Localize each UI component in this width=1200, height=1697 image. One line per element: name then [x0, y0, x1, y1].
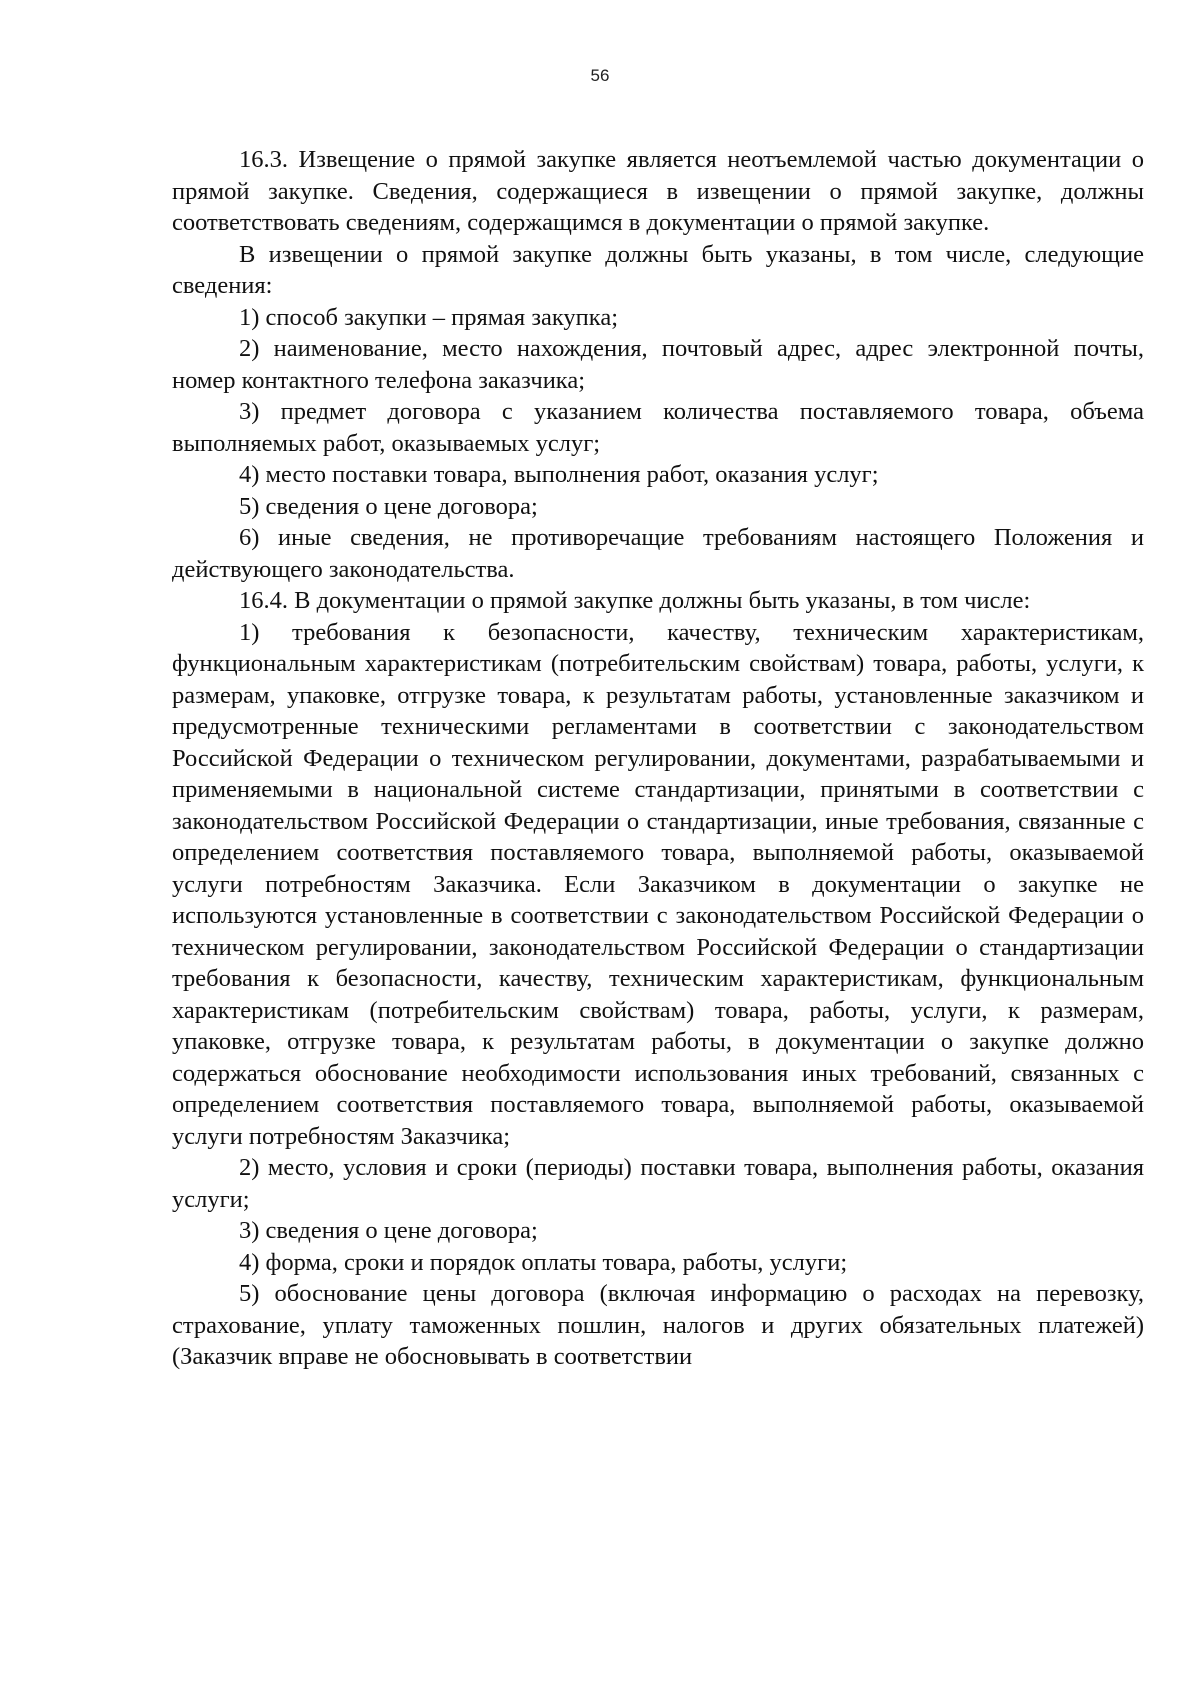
list-item-notice-2: 2) наименование, место нахождения, почтовый адрес, адрес электронной почты, номер контактного телефона заказчика; [172, 335, 1144, 394]
list-item-notice-6: 6) иные сведения, не противоречащие требованиям настоящего Положения и действующего законодательства. [172, 524, 1144, 583]
document-body [172, 144, 1144, 1373]
paragraph-notice-contents: В извещении о прямой закупке должны быть указаны, в том числе, следующие сведения: [172, 240, 1144, 299]
list-item-notice-5: 5) сведения о цене договора; [239, 492, 538, 520]
list-item-doc-3: 3) сведения о цене договора; [239, 1217, 538, 1244]
list-item-notice-4: 4) место поставки товара, выполнения работ, оказания услуг; [239, 461, 879, 488]
list-item-doc-2: 2) место, условия и сроки (периоды) поставки товара, выполнения работы, оказания услуги; [172, 1154, 1144, 1213]
list-item-doc-4: 4) форма, сроки и порядок оплаты товара, работы, услуги; [239, 1248, 848, 1276]
paragraph-16-3: 16.3. Извещение о прямой закупке является неотъемлемой частью документации о прямой закупке. Сведения, содержащиеся в извещении о прямой закупке, должны соответствовать сведениям, содержащимся в документации о прямой закупке. [172, 146, 1144, 236]
list-item-notice-3: 3) предмет договора с указанием количества поставляемого товара, объема выполняемых работ, оказываемых услуг; [172, 398, 1144, 457]
list-item-notice-1: 1) способ закупки – прямая закупка; [239, 303, 618, 331]
list-item-doc-5: 5) обоснование цены договора (включая информацию о расходах на перевозку, страхование, уплату таможенных пошлин, налогов и других обязательных платежей) (Заказчик вправе не обосновывать в соответствии [172, 1280, 1144, 1370]
list-item-doc-1: 1) требования к безопасности, качеству, техническим характеристикам, функциональным характеристикам (потребительским свойствам) товара, работы, услуги, к размерам, упаковке, отгрузке товара, к результатам работы, установленные заказчиком и предусмотренные техническими регламентами в соответствии с законодательством Российской Федерации о техническом регулировании, документами, разрабатываемыми и применяемыми в национальной системе стандартизации, принятыми в соответствии с законодательством Российской Федерации о стандартизации, иные требования, связанные с определением соответствия поставляемого товара, выполняемой работы, оказываемой услуги потребностям Заказчика. Если Заказчиком в документации о закупке не используются установленные в соответствии с законодательством Российской Федерации о техническом регулировании, законодательством Российской Федерации о стандартизации требования к безопасности, качеству, техническим характеристикам, функциональным характеристикам (потребительским свойствам) товара, работы, услуги, к размерам, упаковке, отгрузке товара, к результатам работы, в документации о закупке должно содержаться обоснование необходимости использования иных требований, связанных с определением соответствия поставляемого товара, выполняемой работы, оказываемой услуги потребностям Заказчика; [172, 618, 1144, 1150]
paragraph-16-4: 16.4. В документации о прямой закупке должны быть указаны, в том числе: [239, 587, 1031, 614]
page-number: 56 [590, 66, 610, 85]
